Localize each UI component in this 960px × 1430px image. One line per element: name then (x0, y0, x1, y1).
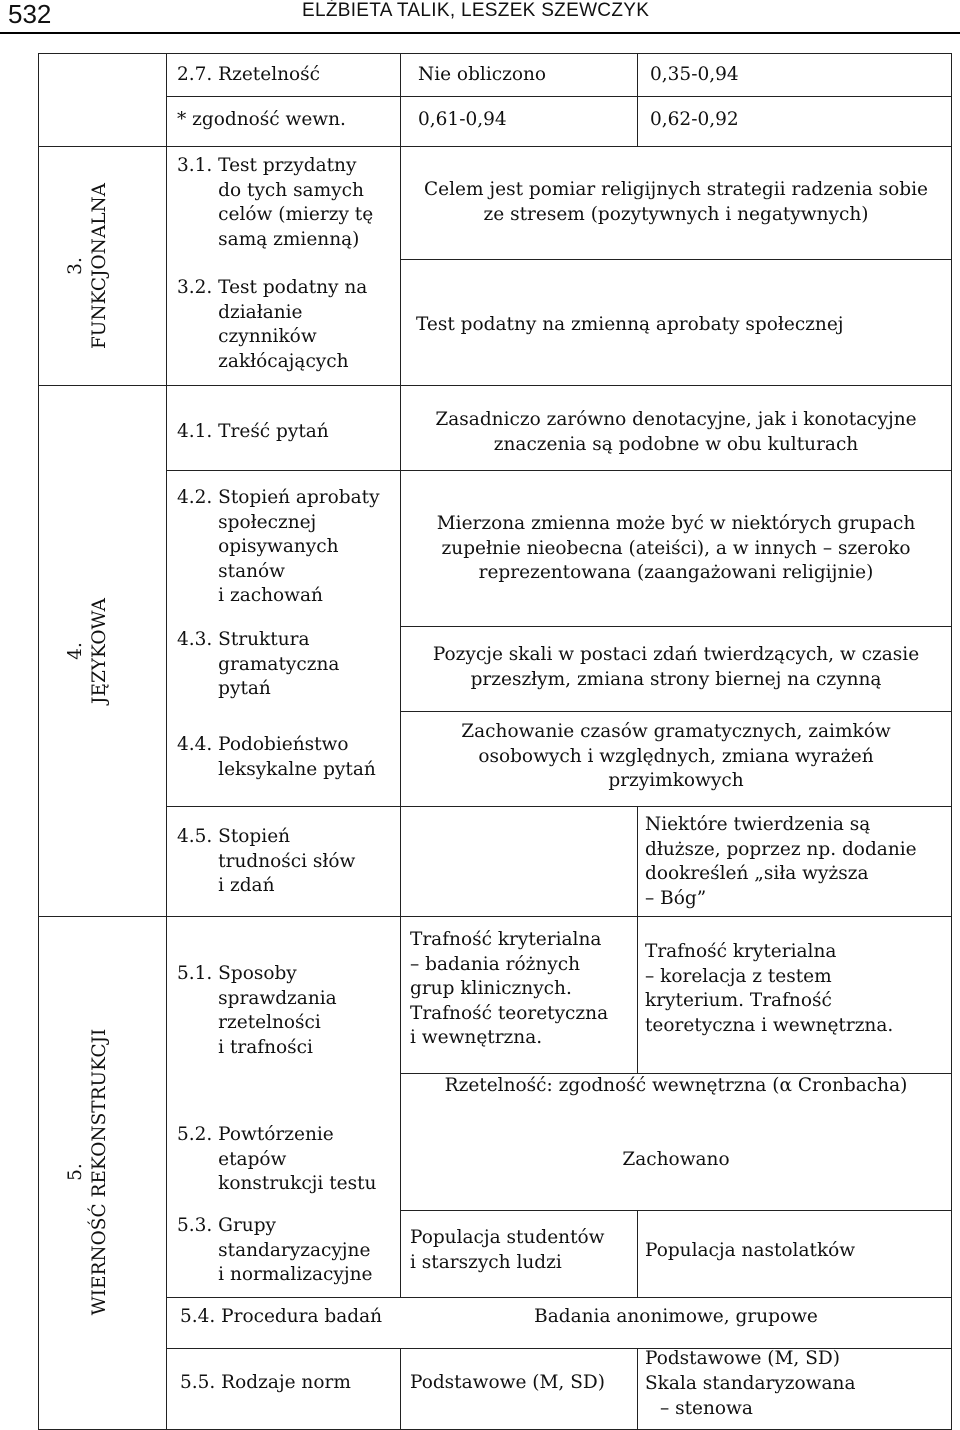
row-line-8 (166, 806, 952, 807)
section-5-header: 5. WIERNOŚĆ REKONSTRUKCJI (65, 1028, 110, 1316)
row-5-2-text: Zachowano (622, 1149, 730, 1170)
row-line-11 (400, 1210, 952, 1211)
row-5-1-reliability: Rzetelność: zgodność wewnętrzna (α Cronbacha) (444, 1075, 908, 1096)
row-line-9 (38, 916, 952, 917)
row-5-3-col2: Populacja nastolatków (645, 1240, 856, 1261)
row-2-7-col1: Nie obliczono (418, 64, 547, 85)
row-line-7 (400, 711, 952, 712)
row-5-1-col1: Trafność kryterialna – badania różnych grup klinicznych. Trafność teoretyczna i wewnętrzna. (410, 929, 609, 1048)
row-4-4-text: Zachowanie czasów gramatycznych, zaimków osobowych i względnych, zmiana wyrażeń przyimkowych (461, 721, 891, 791)
section-4-header: 4. JĘZYKOWA (65, 598, 110, 704)
row-line-1 (166, 96, 952, 97)
row-5-5-col2-line2: Skala standaryzowana (645, 1373, 856, 1394)
row-line-12 (166, 1297, 952, 1298)
row-3-1-text: Celem jest pomiar religijnych strategii radzenia sobie ze stresem (pozytywnych i negatywnych) (424, 179, 928, 225)
row-5-1-label: 5.1. Sposoby sprawdzania rzetelności i trafności (177, 963, 337, 1058)
header-rule (0, 32, 960, 34)
row-3-2-label: 3.2. Test podatny na działanie czynników zakłócających (177, 277, 368, 372)
col-divider-label (400, 53, 401, 1298)
col-divider-values-top (637, 53, 638, 146)
row-5-5-col2-line1: Podstawowe (M, SD) (645, 1348, 840, 1369)
row-4-3-text: Pozycje skali w postaci zdań twierdzących, w czasie przeszłym, zmiana strony biernej na czynną (432, 644, 920, 690)
row-4-1-label: 4.1. Treść pytań (177, 421, 329, 442)
row-line-6 (400, 626, 952, 627)
row-3-2-text: Test podatny na zmienną aprobaty społecznej (416, 314, 844, 335)
row-5-2-label: 5.2. Powtórzenie etapów konstrukcji testu (177, 1124, 377, 1194)
row-line-5 (166, 470, 952, 471)
page-number: 532 (8, 0, 52, 29)
col-divider-values-mid (637, 806, 638, 1073)
col-divider-label-2 (400, 1348, 401, 1430)
row-line-4 (38, 385, 952, 386)
row-5-4-text: Badania anonimowe, grupowe (534, 1306, 818, 1327)
row-5-5-col1: Podstawowe (M, SD) (410, 1372, 605, 1393)
row-consistency-col1: 0,61-0,94 (418, 109, 507, 130)
section-3-header: 3. FUNKCJONALNA (65, 182, 110, 350)
row-3-1-label: 3.1. Test przydatny do tych samych celów (mierzy tę samą zmienną) (177, 155, 374, 250)
col-divider-values-55 (637, 1348, 638, 1430)
row-5-3-label: 5.3. Grupy standaryzacyjne i normalizacyjne (177, 1215, 373, 1285)
row-2-7-col2: 0,35-0,94 (650, 64, 739, 85)
page-header (0, 0, 960, 32)
row-5-5-col2-line3: – stenowa (660, 1398, 753, 1419)
row-consistency-label: * zgodność wewn. (177, 109, 346, 130)
row-4-5-label: 4.5. Stopień trudności słów i zdań (177, 826, 356, 896)
row-2-7-label: 2.7. Rzetelność (177, 64, 321, 85)
row-4-2-label: 4.2. Stopień aprobaty społecznej opisywanych stanów i zachowań (177, 487, 380, 606)
row-4-5-col2: Niektóre twierdzenia są dłuższe, poprzez np. dodanie dookreśleń „siła wyższa – Bóg” (645, 814, 917, 909)
row-line-2 (38, 146, 952, 147)
row-5-5-label: 5.5. Rodzaje norm (180, 1372, 351, 1393)
row-4-2-text: Mierzona zmienna może być w niektórych grupach zupełnie nieobecna (ateiści), a w innych – szeroko reprezentowana (zaangażowani religijnie) (436, 513, 916, 583)
row-5-1-col2: Trafność kryterialna – korelacja z testem kryterium. Trafność teoretyczna i wewnętrzna. (645, 941, 894, 1036)
col-divider-section (166, 53, 167, 1430)
row-consistency-col2: 0,62-0,92 (650, 109, 739, 130)
row-5-3-col1: Populacja studentów i starszych ludzi (410, 1227, 605, 1273)
running-head: ELŻBIETA TALIK, LESZEK SZEWCZYK (302, 0, 650, 21)
row-4-4-label: 4.4. Podobieństwo leksykalne pytań (177, 734, 376, 780)
row-4-1-text: Zasadniczo zarówno denotacyjne, jak i konotacyjne znaczenia są podobne w obu kulturach (435, 409, 917, 455)
row-5-4-label: 5.4. Procedura badań (180, 1306, 383, 1327)
col-divider-values-53 (637, 1210, 638, 1297)
row-4-3-label: 4.3. Struktura gramatyczna pytań (177, 629, 340, 699)
row-line-3 (400, 259, 952, 260)
